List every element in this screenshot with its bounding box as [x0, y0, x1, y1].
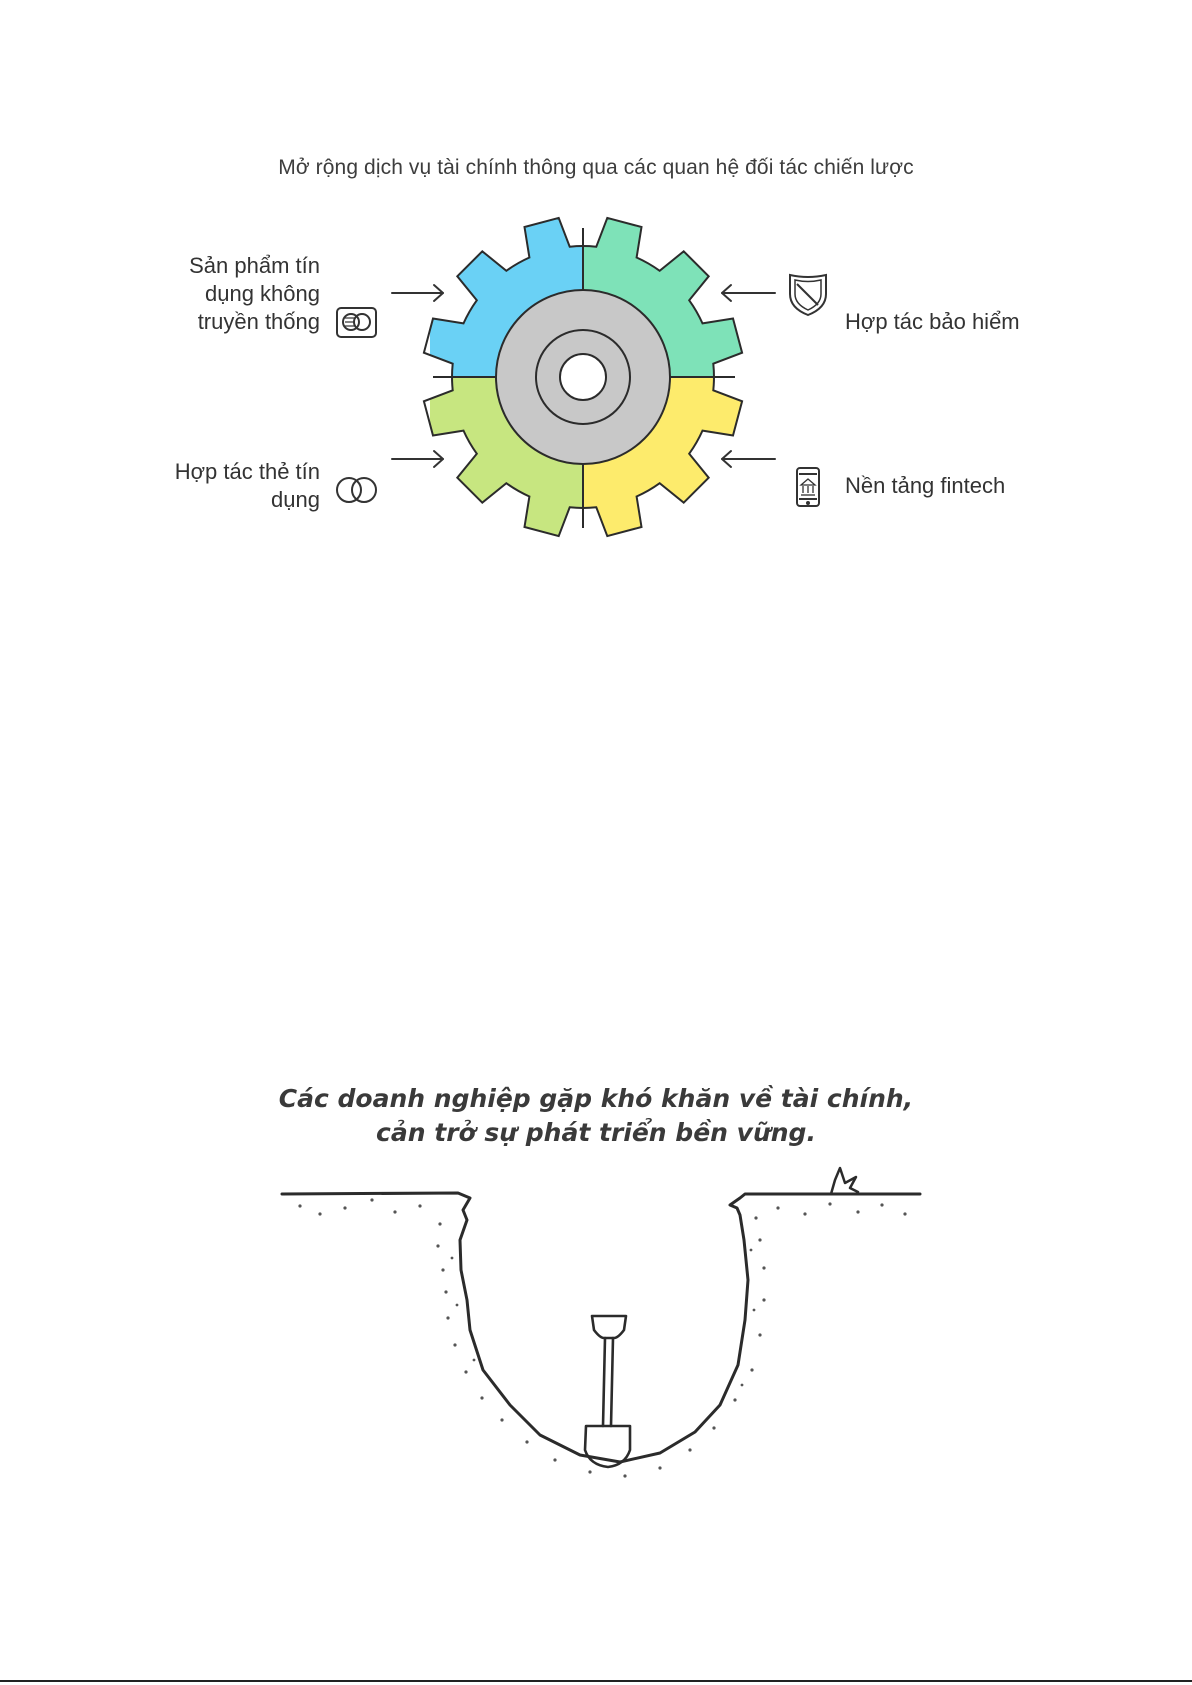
label-nontraditional-credit	[150, 252, 320, 336]
caption-line-2: cản trở sự phát triển bền vững.	[376, 1118, 816, 1147]
label-line: dụng không	[205, 281, 320, 306]
label-line: Hợp tác bảo hiểm	[845, 309, 1020, 334]
arrow-left-icon	[722, 451, 775, 467]
shovel-icon	[585, 1316, 630, 1467]
label-line: Nền tảng fintech	[845, 473, 1006, 498]
label-fintech-platform	[845, 472, 1085, 500]
illustration-caption	[0, 1082, 1192, 1150]
caption-line-1: Các doanh nghiệp gặp khó khăn về tài chính,	[278, 1084, 914, 1113]
arrow-right-icon	[392, 451, 443, 467]
label-insurance-partnership	[845, 308, 1085, 336]
mobile-bank-icon	[797, 468, 819, 506]
gear-hole	[560, 354, 606, 400]
diagram-title: Mở rộng dịch vụ tài chính thông qua các quan hệ đối tác chiến lược	[278, 156, 914, 179]
label-line: truyền thống	[197, 309, 320, 334]
label-line: Sản phẩm tín	[189, 253, 320, 278]
arrow-right-icon	[392, 285, 443, 301]
arrow-left-icon	[722, 285, 775, 301]
label-line: dụng	[271, 487, 320, 512]
label-line: Hợp tác thẻ tín	[174, 459, 320, 484]
gear-icon	[424, 218, 743, 538]
page-bottom-rule	[0, 1680, 1192, 1682]
overlapping-circles-icon	[337, 478, 376, 502]
credit-card-icon	[337, 308, 376, 337]
shield-icon	[790, 275, 826, 315]
label-credit-card-partnership	[150, 458, 320, 514]
